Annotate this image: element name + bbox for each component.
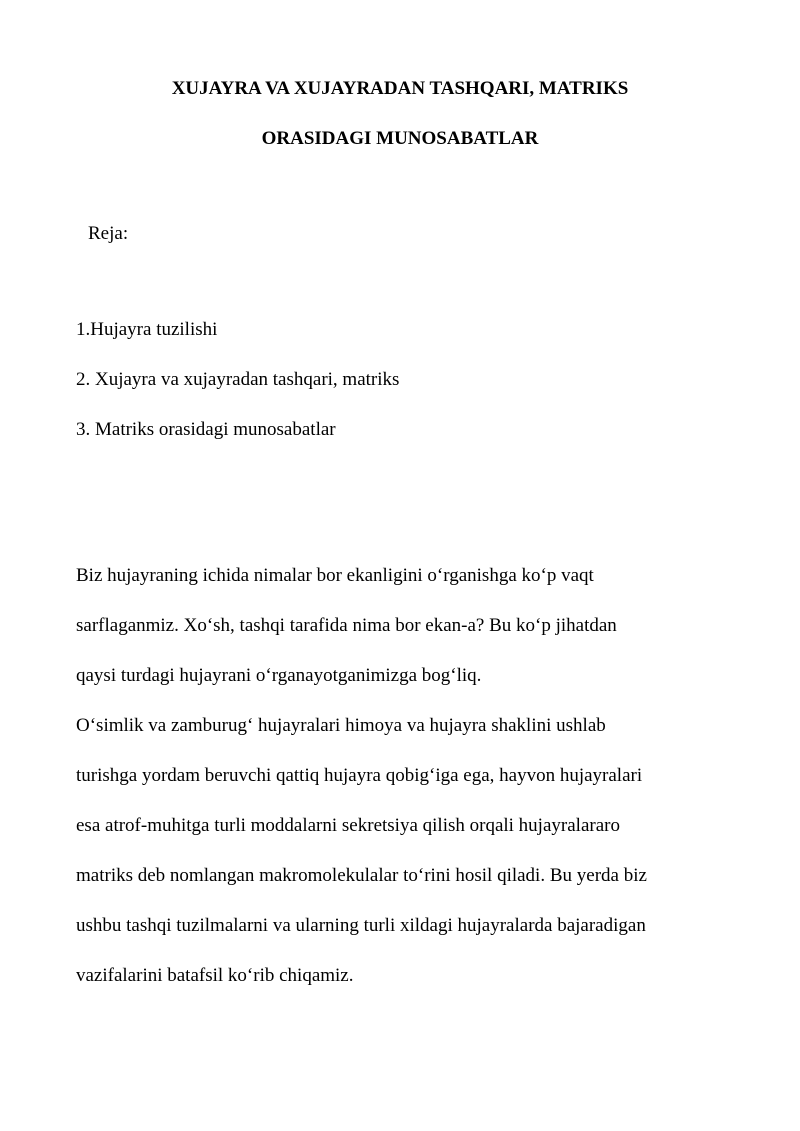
body-paragraphs bbox=[76, 564, 736, 1014]
body-text-line: Biz hujayraning ichida nimalar bor ekanligini o‘rganishga ko‘p vaqt bbox=[76, 565, 594, 586]
body-text-line: ushbu tashqi tuzilmalarni va ularning turli xildagi hujayralarda bajaradigan bbox=[76, 915, 646, 936]
plan-list bbox=[76, 318, 399, 468]
body-text-line: vazifalarini batafsil ko‘rib chiqamiz. bbox=[76, 965, 354, 986]
plan-item: 1.Hujayra tuzilishi bbox=[76, 319, 218, 340]
document-title-line-1: XUJAYRA VA XUJAYRADAN TASHQARI, MATRIKS bbox=[171, 78, 629, 99]
body-text-line: turishga yordam beruvchi qattiq hujayra qobig‘iga ega, hayvon hujayralari bbox=[76, 765, 643, 786]
document-title-line-2: ORASIDAGI MUNOSABATLAR bbox=[261, 128, 539, 149]
body-text-line: matriks deb nomlangan makromolekulalar to‘rini hosil qiladi. Bu yerda biz bbox=[76, 865, 647, 886]
body-text-line: esa atrof-muhitga turli moddalarni sekretsiya qilish orqali hujayralararo bbox=[76, 815, 620, 836]
plan-item: 2. Xujayra va xujayradan tashqari, matriks bbox=[76, 369, 400, 390]
plan-label: Reja: bbox=[88, 223, 129, 244]
plan-item: 3. Matriks orasidagi munosabatlar bbox=[76, 419, 336, 440]
body-text-line: sarflaganmiz. Xo‘sh, tashqi tarafida nima bor ekan-a? Bu ko‘p jihatdan bbox=[76, 615, 617, 636]
body-text-line: qaysi turdagi hujayrani o‘rganayotganimizga bog‘liq. bbox=[76, 665, 482, 686]
body-text-line: O‘simlik va zamburug‘ hujayralari himoya va hujayra shaklini ushlab bbox=[76, 715, 606, 736]
